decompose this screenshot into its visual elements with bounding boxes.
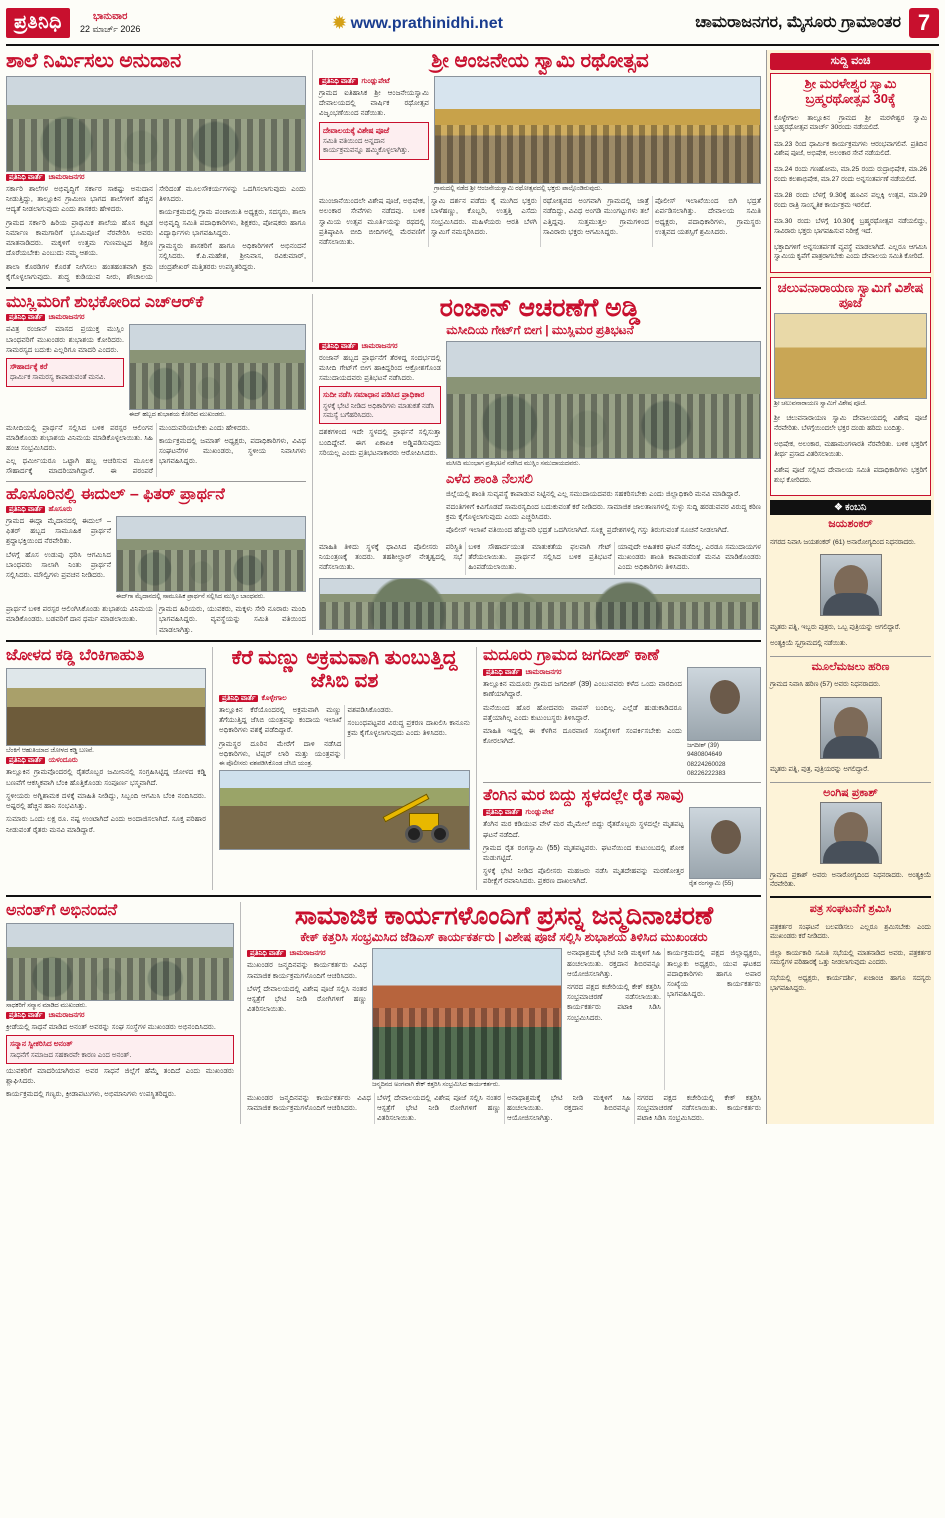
byline-birthday: ಪ್ರತಿನಿಧಿ ವಾರ್ತೆ ಚಾಮರಾಜನಗರ xyxy=(247,950,367,958)
rail-ratha xyxy=(770,73,931,273)
rail-press-title: ಪತ್ರ ಸಂಘಟನೆಗೆ ಶ್ರಮಿಸಿ xyxy=(809,903,892,916)
edition-label: ಚಾಮರಾಜನಗರ, ಮೈಸೂರು ಗ್ರಾಮಾಂತರ xyxy=(695,14,901,31)
contact-phone-3[interactable]: 08226222383 xyxy=(687,769,726,777)
photo-anant xyxy=(6,923,234,1001)
excavator-illustration xyxy=(375,799,461,843)
headline-maduru: ಮದೂರು ಗ್ರಾಮದ ಜಗದೀಶ್ ಕಾಣೆ xyxy=(483,646,660,664)
rail-chaluva-body: ಶ್ರೀ ಚಲುವನಾರಾಯಣ ಸ್ವಾಮಿ ದೇವಾಲಯದಲ್ಲಿ ವಿಶೇಷ ಪೂಜೆ ನೆರವೇರಿತು. ಬೆಳಗ್ಗೆಯಿಂದಲೇ ಭಕ್ತರ ದಂಡು ಹರಿದು ಬಂದಿತ್ತು. ಅಭಿಷೇಕ, ಅಲಂಕಾರ, ಮಹಾಮಂಗಳಾರತಿ ನೆರವೇರಿತು. ಬಳಿಕ ಭಕ್ತರಿಗೆ ತೀರ್ಥ ಪ್ರಸಾದ ವಿತರಿಸಲಾಯಿತು. ವಿಶೇಷ ಪೂಜೆ ಸಲ್ಲಿಸಿದ ದೇವಾಲಯ ಸಮಿತಿ ಪದಾಧಿಕಾರಿಗಳು ಭಕ್ತರಿಗೆ ಶುಭ ಕೋರಿದರು. xyxy=(774,415,927,484)
photo-chaluva xyxy=(774,313,927,399)
rail-chaluva-title: ಚಲುವನಾರಾಯಣ ಸ್ವಾಮಿಗೆ ವಿಶೇಷ ಪೂಜೆ xyxy=(777,279,924,310)
body-hosur: ಪ್ರಾರ್ಥನೆ ಬಳಿಕ ಪರಸ್ಪರ ಆಲಿಂಗಿಸಿಕೊಂಡು ಶುಭಾಶಯ ವಿನಿಮಯ ಮಾಡಿಕೊಂಡರು. ಬಡವರಿಗೆ ದಾನ ಧರ್ಮ ಮಾಡಲಾಯಿತು. ಗ್ರಾಮದ ಹಿರಿಯರು, ಯುವಕರು, ಮಕ್ಕಳು ಸೇರಿ ನೂರಾರು ಮಂದಿ ಭಾಗವಹಿಸಿದ್ದರು. ವ್ಯವಸ್ಥೆಯನ್ನು ಸಮಿತಿ ವತಿಯಿಂದ ಮಾಡಲಾಗಿತ್ತು. xyxy=(6,604,306,634)
rail-chaluva xyxy=(770,277,931,496)
obit-name-2: ಮೂಲೆಮಜಲು ಹರಿಣ xyxy=(811,660,890,673)
obituary-item-3 xyxy=(770,787,931,890)
obituary-item-2 xyxy=(770,661,931,775)
subhead-birthday: ಕೇಕ್ ಕತ್ತರಿಸಿ ಸಂಭ್ರಮಿಸಿದ ಜೆಡಿಎಸ್ ಕಾರ್ಯಕರ್ತರು | ವಿಶೇಷ ಪೂಜೆ ಸಲ್ಲಿಸಿ ಶುಭಾಶಯ ತಿಳಿಸಿದ ಮುಖಂಡರು xyxy=(300,930,708,945)
caption-chaluva: ಶ್ರೀ ಚಲುವನಾರಾಯಣ ಸ್ವಾಮಿಗೆ ವಿಶೇಷ ಪೂಜೆ. xyxy=(774,399,867,407)
rail-header: ಸುದ್ದಿ ವಂಚಿ xyxy=(770,53,931,70)
byline-fire: ಪ್ರತಿನಿಧಿ ವಾರ್ತೆ ಯಳಂದೂರು xyxy=(6,757,206,765)
right-rail xyxy=(766,50,934,1124)
body-school: ಸರ್ಕಾರಿ ಶಾಲೆಗಳ ಅಭಿವೃದ್ಧಿಗೆ ಸರ್ಕಾರ ಸಾಕಷ್ಟು ಅನುದಾನ ನೀಡುತ್ತಿದ್ದು, ತಾಲ್ಲೂಕಿನ ಗ್ರಾಮೀಣ ಭಾಗದ ಶಾಲೆಗಳಿಗೆ ಹೆಚ್ಚಿನ ಆದ್ಯತೆ ನೀಡಲಾಗುವುದು ಎಂದು ಶಾಸಕರು ಹೇಳಿದರು. ಗ್ರಾಮದ ಸರ್ಕಾರಿ ಹಿರಿಯ ಪ್ರಾಥಮಿಕ ಶಾಲೆಯ ಹೊಸ ಕಟ್ಟಡ ನಿರ್ಮಾಣ ಕಾಮಗಾರಿಗೆ ಭೂಮಿಪೂಜೆ ನೆರವೇರಿಸಿ ಅವರು ಮಾತನಾಡಿದರು. ಮಕ್ಕಳಿಗೆ ಉತ್ತಮ ಗುಣಮಟ್ಟದ ಶಿಕ್ಷಣ ದೊರೆಯಬೇಕು ಎಂಬುದು ನಮ್ಮ ಆಶಯ. ಶಾಲಾ ಕೊಠಡಿಗಳ ಕೊರತೆ ನೀಗಿಸಲು ಹಂತಹಂತವಾಗಿ ಕ್ರಮ ಕೈಗೊಳ್ಳಲಾಗುವುದು. ಶುದ್ಧ ಕುಡಿಯುವ ನೀರು, ಶೌಚಾಲಯ ಸೇರಿದಂತೆ ಮೂಲಸೌಕರ್ಯಗಳನ್ನು ಒದಗಿಸಲಾಗುವುದು ಎಂದು ತಿಳಿಸಿದರು. ಕಾರ್ಯಕ್ರಮದಲ್ಲಿ ಗ್ರಾಮ ಪಂಚಾಯಿತಿ ಅಧ್ಯಕ್ಷರು, ಸದಸ್ಯರು, ಶಾಲಾ ಅಭಿವೃದ್ಧಿ ಸಮಿತಿ ಪದಾಧಿಕಾರಿಗಳು, ಶಿಕ್ಷಕರು, ಪೋಷಕರು ಹಾಗೂ ವಿದ್ಯಾರ್ಥಿಗಳು ಭಾಗವಹಿಸಿದ್ದರು. ಗ್ರಾಮಸ್ಥರು ಶಾಸಕರಿಗೆ ಹಾಗೂ ಅಧಿಕಾರಿಗಳಿಗೆ ಅಭಿನಂದನೆ ಸಲ್ಲಿಸಿದರು. ಕೆ.ಪಿ.ಮಹೇಶ, ಶ್ರೀನಿವಾಸ, ರವಿಕುಮಾರ್, ಚಂದ್ರಶೇಖರ್ ಮತ್ತಿತರರು ಉಪಸ್ಥಿತರಿದ್ದರು. xyxy=(6,184,306,281)
body-muslim-lead: ಪವಿತ್ರ ರಂಜಾನ್ ಮಾಸದ ಪ್ರಯುಕ್ತ ಮುಸ್ಲಿಂ ಬಾಂಧವರಿಗೆ ಮುಖಂಡರು ಶುಭಾಶಯ ಕೋರಿದರು. ಸಾಮರಸ್ಯದ ಬದುಕು ಎಲ್ಲರಿಗೂ ಮಾದರಿ ಎಂದರು. xyxy=(6,324,124,354)
body-fire: ತಾಲ್ಲೂಕಿನ ಗ್ರಾಮವೊಂದರಲ್ಲಿ ರೈತರೊಬ್ಬರ ಜಮೀನಿನಲ್ಲಿ ಸಂಗ್ರಹಿಸಿಟ್ಟಿದ್ದ ಜೋಳದ ಕಡ್ಡಿ ಬಣವೆಗೆ ಆಕಸ್ಮಿಕವಾಗಿ ಬೆಂಕಿ ಹೊತ್ತಿಕೊಂಡು ಸಂಪೂರ್ಣ ಭಸ್ಮವಾಗಿದೆ. ಸ್ಥಳೀಯರು ಅಗ್ನಿಶಾಮಕ ದಳಕ್ಕೆ ಮಾಹಿತಿ ನೀಡಿದ್ದು, ಸಿಬ್ಬಂದಿ ಆಗಮಿಸಿ ಬೆಂಕಿ ನಂದಿಸಿದರು. ಅಷ್ಟರಲ್ಲಿ ಹೆಚ್ಚಿನ ಹಾನಿ ಸಂಭವಿಸಿತ್ತು. ಸುಮಾರು ಒಂದು ಲಕ್ಷ ರೂ. ನಷ್ಟ ಉಂಟಾಗಿದೆ ಎಂದು ಅಂದಾಜಿಸಲಾಗಿದೆ. ಸೂಕ್ತ ಪರಿಹಾರ ನೀಡುವಂತೆ ರೈತರು ಮನವಿ ಮಾಡಿದ್ದಾರೆ. xyxy=(6,767,206,834)
body-hosur-lead: ಗ್ರಾಮದ ಈದ್ಗಾ ಮೈದಾನದಲ್ಲಿ ಈದುಲ್ – ಫಿತರ್ ಹಬ್ಬದ ಸಾಮೂಹಿಕ ಪ್ರಾರ್ಥನೆ ಶ್ರದ್ಧಾಭಕ್ತಿಯಿಂದ ನೆರವೇರಿತು. ಬೆಳಗ್ಗೆ ಹೊಸ ಉಡುಪು ಧರಿಸಿ ಆಗಮಿಸಿದ ಬಾಂಧವರು ಸಾಲಾಗಿ ನಿಂತು ಪ್ರಾರ್ಥನೆ ಸಲ್ಲಿಸಿದರು. ಮೌಲ್ವಿಗಳು ಪ್ರವಚನ ನೀಡಿದರು. xyxy=(6,516,111,580)
body-ramzan-lead2: ದಶಕಗಳಿಂದ ಇದೇ ಸ್ಥಳದಲ್ಲಿ ಪ್ರಾರ್ಥನೆ ಸಲ್ಲಿಸುತ್ತಾ ಬಂದಿದ್ದೇವೆ. ಈಗ ಏಕಾಏಕಿ ಅಡ್ಡಿಪಡಿಸುವುದು ಸರಿಯಲ್ಲ ಎಂದು ಪ್ರತಿಭಟನಾಕಾರರು ಆರೋಪಿಸಿದರು. xyxy=(319,427,441,457)
photo-victim xyxy=(689,807,761,879)
issue-date xyxy=(80,11,141,35)
article-anjaneya xyxy=(312,50,761,282)
article-birthday xyxy=(240,902,761,1124)
headline-birthday: ಸಾಮಾಜಿಕ ಕಾರ್ಯಗಳೊಂದಿಗೆ ಪ್ರಸನ್ನ ಜನ್ಮದಿನಾಚರಣೆ xyxy=(294,901,714,930)
headline-fire: ಜೋಳದ ಕಡ್ಡಿ ಬೆಂಕಿಗಾಹುತಿ xyxy=(6,646,145,664)
obituary-item-1 xyxy=(770,518,931,649)
obit-body-1b: ಮೃತರು ಪತ್ನಿ, ಇಬ್ಬರು ಪುತ್ರರು, ಒಬ್ಬ ಪುತ್ರಿಯನ್ನು ಅಗಲಿದ್ದಾರೆ. ಅಂತ್ಯಕ್ರಿಯೆ ಸ್ವಗ್ರಾಮದಲ್ಲಿ ನಡೆಯಿತು. xyxy=(770,623,901,648)
contact-phone-2[interactable]: 08224260028 xyxy=(687,760,726,768)
rail-press-body: ಪತ್ರಕರ್ತರ ಸಂಘಟನೆ ಬಲಪಡಿಸಲು ಎಲ್ಲರೂ ಶ್ರಮಿಸಬೇಕು ಎಂದು ಮುಖಂಡರು ಕರೆ ನೀಡಿದರು. ಜಿಲ್ಲಾ ಕಾರ್ಯಕಾರಿ ಸಮಿತಿ ಸಭೆಯಲ್ಲಿ ಮಾತನಾಡಿದ ಅವರು, ಪತ್ರಕರ್ತರ ಸಮಸ್ಯೆಗಳ ಪರಿಹಾರಕ್ಕೆ ಒತ್ತು ನೀಡಲಾಗುವುದು ಎಂದರು. ಸಭೆಯಲ್ಲಿ ಅಧ್ಯಕ್ಷರು, ಕಾರ್ಯದರ್ಶಿ, ಖಜಾಂಚಿ ಹಾಗೂ ಸದಸ್ಯರು ಭಾಗವಹಿಸಿದ್ದರು. xyxy=(770,923,931,992)
photo-fire xyxy=(6,668,206,746)
caption-ramzan: ಮಸೀದಿ ಮುಂಭಾಗ ಪ್ರತಿಭಟನೆ ನಡೆಸಿದ ಮುಸ್ಲಿಂ ಸಮುದಾಯದವರು. xyxy=(446,459,581,467)
obit-photo-1 xyxy=(820,554,882,616)
article-fire xyxy=(6,647,206,890)
obit-photo-2 xyxy=(820,697,882,759)
caption-anant: ಸಾಧಕರಿಗೆ ಸನ್ಮಾನ ಮಾಡಿದ ಮುಖಂಡರು. xyxy=(6,1002,87,1010)
article-coconut xyxy=(483,787,761,890)
body-anjaneya: ಮುಂಜಾನೆಯಿಂದಲೇ ವಿಶೇಷ ಪೂಜೆ, ಅಭಿಷೇಕ, ಅಲಂಕಾರ ಸೇವೆಗಳು ನಡೆದವು. ಬಳಿಕ ಸ್ವಾಮಿಯ ಉತ್ಸವ ಮೂರ್ತಿಯನ್ನು ರಥದಲ್ಲಿ ಪ್ರತಿಷ್ಠಾಪಿಸಿ ಬೀದಿ ಬೀದಿಗಳಲ್ಲಿ ಮೆರವಣಿಗೆ ನಡೆಸಲಾಯಿತು. ಸ್ವಾಮಿ ದರ್ಶನ ಪಡೆದು ಕೈ ಮುಗಿದ ಭಕ್ತರು ಬಾಳೆಹಣ್ಣು, ಕೊಬ್ಬರಿ, ಉತ್ತತ್ತಿ ಎಸೆದು ಸಂಭ್ರಮಿಸಿದರು. ಮಹಿಳೆಯರು ಆರತಿ ಬೆಳಗಿ ಸ್ವಾಮಿಗೆ ನಮಸ್ಕರಿಸಿದರು. ರಥೋತ್ಸವದ ಅಂಗವಾಗಿ ಗ್ರಾಮದಲ್ಲಿ ಜಾತ್ರೆ ನಡೆದಿದ್ದು, ವಿವಿಧ ಅಂಗಡಿ ಮುಂಗಟ್ಟುಗಳು ತಲೆ ಎತ್ತಿದ್ದವು. ಸುತ್ತಮುತ್ತಲ ಗ್ರಾಮಗಳಿಂದ ಸಾವಿರಾರು ಭಕ್ತರು ಆಗಮಿಸಿದ್ದರು. ಪೊಲೀಸ್ ಇಲಾಖೆಯಿಂದ ಬಿಗಿ ಭದ್ರತೆ ಏರ್ಪಡಿಸಲಾಗಿತ್ತು. ದೇವಾಲಯ ಸಮಿತಿ ಅಧ್ಯಕ್ಷರು, ಪದಾಧಿಕಾರಿಗಳು, ಗ್ರಾಮಸ್ಥರು ಉತ್ಸವದ ಯಶಸ್ಸಿಗೆ ಶ್ರಮಿಸಿದರು. xyxy=(319,196,761,247)
headline-ramzan: ರಂಜಾನ್ ಆಚರಣೆಗೆ ಅಡ್ಡಿ xyxy=(439,293,641,322)
photo-school xyxy=(6,76,306,172)
caption-jcb: ಈ ಪೊಲೀಸರು ವಶಪಡಿಸಿಕೊಂಡ ಜೆಸಿಬಿ ಯಂತ್ರ. xyxy=(219,759,313,767)
article-peace xyxy=(446,472,761,536)
photo-jcb xyxy=(219,770,470,850)
body-muslim-greet: ಮಸೀದಿಯಲ್ಲಿ ಪ್ರಾರ್ಥನೆ ಸಲ್ಲಿಸಿದ ಬಳಿಕ ಪರಸ್ಪರ ಆಲಿಂಗನ ಮಾಡಿಕೊಂಡು ಶುಭಾಶಯ ವಿನಿಮಯ ಮಾಡಿಕೊಳ್ಳಲಾಯಿತು. ಸಿಹಿ ಹಂಚಿ ಸಂಭ್ರಮಿಸಿದರು. ಎಲ್ಲ ಧರ್ಮೀಯರೂ ಒಟ್ಟಾಗಿ ಹಬ್ಬ ಆಚರಿಸುವ ಮೂಲಕ ಸೌಹಾರ್ದಕ್ಕೆ ಮಾದರಿಯಾಗಿದ್ದಾರೆ. ಈ ಪರಂಪರೆ ಮುಂದುವರಿಯಬೇಕು ಎಂದು ಹೇಳಿದರು. ಕಾರ್ಯಕ್ರಮದಲ್ಲಿ ಜಮಾತ್ ಅಧ್ಯಕ್ಷರು, ಪದಾಧಿಕಾರಿಗಳು, ವಿವಿಧ ಸಂಘಟನೆಗಳ ಮುಖಂಡರು, ಸ್ಥಳೀಯ ನಿವಾಸಿಗಳು ಭಾಗವಹಿಸಿದ್ದರು. xyxy=(6,422,306,476)
dove-icon: ❖ xyxy=(834,501,843,513)
photo-birthday xyxy=(372,948,562,1080)
body-jcb: ತಾಲ್ಲೂಕಿನ ಕೆರೆಯೊಂದರಲ್ಲಿ ಅಕ್ರಮವಾಗಿ ಮಣ್ಣು ತೆಗೆಯುತ್ತಿದ್ದ ಜೆಸಿಬಿ ಯಂತ್ರವನ್ನು ಕಂದಾಯ ಇಲಾಖೆ ಅಧಿಕಾರಿಗಳು ವಶಕ್ಕೆ ಪಡೆದಿದ್ದಾರೆ. ಗ್ರಾಮಸ್ಥರ ದೂರಿನ ಮೇರೆಗೆ ದಾಳಿ ನಡೆಸಿದ ಅಧಿಕಾರಿಗಳು, ಟಿಪ್ಪರ್ ಲಾರಿ ಮತ್ತು ಯಂತ್ರವನ್ನು ವಶಪಡಿಸಿಕೊಂಡರು. ಸಂಬಂಧಪಟ್ಟವರ ವಿರುದ್ಧ ಪ್ರಕರಣ ದಾಖಲಿಸಿ ಕಾನೂನು ಕ್ರಮ ಕೈಗೊಳ್ಳಲಾಗುವುದು ಎಂದು ತಿಳಿಸಿದರು. xyxy=(219,704,470,758)
body-anant: ಕ್ರೀಡೆಯಲ್ಲಿ ಸಾಧನೆ ಮಾಡಿದ ಅನಂತ್ ಅವರನ್ನು ಸಂಘ ಸಂಸ್ಥೆಗಳ ಮುಖಂಡರು ಅಭಿನಂದಿಸಿದರು. xyxy=(6,1022,216,1032)
website-text: www.prathinidhi.net xyxy=(350,15,503,32)
body-anjaneya-lead: ಗ್ರಾಮದ ಐತಿಹಾಸಿಕ ಶ್ರೀ ಆಂಜನೇಯಸ್ವಾಮಿ ದೇವಾಲಯದಲ್ಲಿ ವಾರ್ಷಿಕ ರಥೋತ್ಸವ ವಿಜೃಂಭಣೆಯಿಂದ ನಡೆಯಿತು. xyxy=(319,88,429,118)
photo-missing-person xyxy=(687,667,761,741)
obit-body-2a: ಗ್ರಾಮದ ನಿವಾಸಿ ಹರಿಣ (57) ಅವರು ನಿಧನರಾದರು. xyxy=(770,681,881,689)
byline-hosur: ಪ್ರತಿನಿಧಿ ವಾರ್ತೆ ಹೊಸೂರು xyxy=(6,506,306,514)
publication-logo: ಪ್ರತಿನಿಧಿ xyxy=(6,8,70,38)
headline-jcb: ಕೆರೆ ಮಣ್ಣು ಅಕ್ರಮವಾಗಿ ತುಂಬುತ್ತಿದ್ದ ಜೆಸಿಬಿ ವಶ xyxy=(231,646,458,692)
note-anant: ಸನ್ಮಾನ ಸ್ವೀಕರಿಸಿದ ಅನಂತ್ ಸಾಧನೆಗೆ ಸಮಾಜದ ಸಹಕಾರವೇ ಕಾರಣ ಎಂದ ಅನಂತ್. xyxy=(6,1035,234,1064)
byline-anant: ಪ್ರತಿನಿಧಿ ವಾರ್ತೆ ಚಾಮರಾಜನಗರ xyxy=(6,1012,234,1020)
byline-anjaneya: ಪ್ರತಿನಿಧಿ ವಾರ್ತೆ ಗುಂಡ್ಲುಪೇಟೆ xyxy=(319,78,429,86)
victim-name: ರೈತ ರಂಗಸ್ವಾಮಿ (55) xyxy=(689,880,734,888)
caption-birthday: ಜನ್ಮದಿನದ ಅಂಗವಾಗಿ ಕೇಕ್ ಕತ್ತರಿಸಿ ಸಂಭ್ರಮಿಸಿದ ಕಾರ್ಯಕರ್ತರು. xyxy=(372,1081,500,1089)
photo-anjaneya xyxy=(434,76,761,184)
obit-name-1: ಜಯಶಂಕರ್ xyxy=(828,517,873,530)
article-muslim-greet xyxy=(6,294,306,477)
obit-body-2b: ಮೃತರು ಪತ್ನಿ, ಪುತ್ರ, ಪುತ್ರಿಯರನ್ನು ಅಗಲಿದ್ದಾರೆ. xyxy=(770,766,870,774)
body-peace: ಜಿಲ್ಲೆಯಲ್ಲಿ ಶಾಂತಿ ಸುವ್ಯವಸ್ಥೆ ಕಾಪಾಡುವ ನಿಟ್ಟಿನಲ್ಲಿ ಎಲ್ಲ ಸಮುದಾಯದವರು ಸಹಕರಿಸಬೇಕು ಎಂದು ಜಿಲ್ಲಾಧಿಕಾರಿ ಮನವಿ ಮಾಡಿದ್ದಾರೆ. ವದಂತಿಗಳಿಗೆ ಕಿವಿಗೊಡದೆ ಸಾಮರಸ್ಯದಿಂದ ಬದುಕುವಂತೆ ಕರೆ ನೀಡಿದರು. ಸಾಮಾಜಿಕ ಜಾಲತಾಣಗಳಲ್ಲಿ ಸುಳ್ಳು ಸುದ್ದಿ ಹರಡುವವರ ವಿರುದ್ಧ ಕಠಿಣ ಕ್ರಮ ಕೈಗೊಳ್ಳಲಾಗುವುದು ಎಂದು ಎಚ್ಚರಿಸಿದರು. ಪೊಲೀಸ್ ಇಲಾಖೆ ವತಿಯಿಂದ ಹೆಚ್ಚುವರಿ ಭದ್ರತೆ ಒದಗಿಸಲಾಗಿದೆ. ಸೂಕ್ಷ್ಮ ಪ್ರದೇಶಗಳಲ್ಲಿ ಗಸ್ತು ತಿರುಗುವಂತೆ ಸೂಚನೆ ನೀಡಲಾಗಿದೆ. xyxy=(446,488,761,535)
rail-ratha-title: ಶ್ರೀ ಮರಳೇಶ್ವರ ಸ್ವಾಮಿ ಬ್ರಹ್ಮರಥೋತ್ಸವ 30ಕ್ಕೆ xyxy=(804,76,897,106)
headline-muslim-greet: ಮುಸ್ಲಿಮರಿಗೆ ಶುಭಕೋರಿದ ಎಚ್‌ಆರ್‌ಕೆ xyxy=(6,293,204,311)
page-number: 7 xyxy=(909,8,939,38)
missing-person-name: ಜಗದೀಶ್ (39) xyxy=(687,742,719,750)
photo-ramzan xyxy=(446,341,761,459)
article-maduru xyxy=(483,647,761,778)
body-birthday: ಅನಾಥಾಶ್ರಮಕ್ಕೆ ಭೇಟಿ ನೀಡಿ ಮಕ್ಕಳಿಗೆ ಸಿಹಿ ಹಂಚಲಾಯಿತು. ರಕ್ತದಾನ ಶಿಬಿರವನ್ನೂ ಆಯೋಜಿಸಲಾಗಿತ್ತು. ನಗರದ ಪಕ್ಷದ ಕಚೇರಿಯಲ್ಲಿ ಕೇಕ್ ಕತ್ತರಿಸಿ ಸಂಭ್ರಮಾಚರಣೆ ನಡೆಸಲಾಯಿತು. ಕಾರ್ಯಕರ್ತರು ಪಟಾಕಿ ಸಿಡಿಸಿ ಸಂಭ್ರಮಿಸಿದರು. ಕಾರ್ಯಕ್ರಮದಲ್ಲಿ ಪಕ್ಷದ ಜಿಲ್ಲಾಧ್ಯಕ್ಷರು, ತಾಲ್ಲೂಕು ಅಧ್ಯಕ್ಷರು, ಯುವ ಘಟಕದ ಪದಾಧಿಕಾರಿಗಳು ಹಾಗೂ ಅಪಾರ ಸಂಖ್ಯೆಯ ಕಾರ್ಯಕರ್ತರು ಭಾಗವಹಿಸಿದ್ದರು. xyxy=(567,948,761,1022)
article-school xyxy=(6,50,306,282)
obit-photo-3 xyxy=(820,802,882,864)
masthead xyxy=(6,4,939,46)
caption-fire: ಬೆಂಕಿಗೆ ಆಹುತಿಯಾದ ಜೋಳದ ಕಡ್ಡಿ ಬಣವೆ. xyxy=(6,747,94,755)
caption-hosur: ಈದ್‌ಗಾ ಮೈದಾನದಲ್ಲಿ ಸಾಮೂಹಿಕ ಪ್ರಾರ್ಥನೆ ಸಲ್ಲಿಸಿದ ಮುಸ್ಲಿಂ ಬಾಂಧವರು. xyxy=(116,593,265,601)
note-ramzan: ಸುದೀ ನಡೆಸಿ ಸಮಾಧಾನ ಪಡಿಸಿದ ಪ್ರಾಧಿಕಾರ ಸ್ಥಳಕ್ಕೆ ಭೇಟಿ ನೀಡಿದ ಅಧಿಕಾರಿಗಳು ಮಾತುಕತೆ ನಡೆಸಿ ಸಮಸ್ಯೆ ಬಗೆಹರಿಸಿದರು. xyxy=(319,386,441,424)
page-body xyxy=(6,50,939,1124)
column-left-mid xyxy=(6,294,306,635)
headline-anjaneya: ಶ್ರೀ ಆಂಜನೇಯ ಸ್ವಾಮಿ ರಥೋತ್ಸವ xyxy=(431,50,649,72)
note-muslim: ಸೌಹಾರ್ದಕ್ಕೆ ಕರೆ ಧಾರ್ಮಿಕ ಸಾಮರಸ್ಯ ಕಾಪಾಡುವಂತೆ ಮನವಿ. xyxy=(6,358,124,387)
note-anjaneya: ದೇವಾಲಯಕ್ಕೆ ವಿಶೇಷ ಪೂಜೆ ಸಮಿತಿ ವತಿಯಿಂದ ಅನ್ನದಾನ ಕಾರ್ಯಕ್ರಮವನ್ನೂ ಹಮ್ಮಿಕೊಳ್ಳಲಾಗಿತ್ತು. xyxy=(319,122,429,160)
date-label: 22 ಮಾರ್ಚ್ 2026 xyxy=(79,23,141,34)
body-birthday-lead: ಮುಖಂಡರ ಜನ್ಮದಿನವನ್ನು ಕಾರ್ಯಕರ್ತರು ವಿವಿಧ ಸಾಮಾಜಿಕ ಕಾರ್ಯಕ್ರಮಗಳೊಂದಿಗೆ ಆಚರಿಸಿದರು. ಬೆಳಗ್ಗೆ ದೇವಾಲಯದಲ್ಲಿ ವಿಶೇಷ ಪೂಜೆ ಸಲ್ಲಿಸಿ ನಂತರ ಆಸ್ಪತ್ರೆಗೆ ಭೇಟಿ ನೀಡಿ ರೋಗಿಗಳಿಗೆ ಹಣ್ಣು ವಿತರಿಸಲಾಯಿತು. xyxy=(247,960,367,1014)
star-icon: ✹ xyxy=(332,15,347,32)
body-coconut: ತೆಂಗಿನ ಮರ ಕಡಿಯುವ ವೇಳೆ ಮರ ಮೈಮೇಲೆ ಬಿದ್ದು ರೈತರೊಬ್ಬರು ಸ್ಥಳದಲ್ಲೇ ಮೃತಪಟ್ಟ ಘಟನೆ ನಡೆದಿದೆ. ಗ್ರಾಮದ ರೈತ ರಂಗಸ್ವಾಮಿ (55) ಮೃತಪಟ್ಟವರು. ಘಟನೆಯಿಂದ ಕುಟುಂಬದಲ್ಲಿ ಶೋಕ ಮಡುಗಟ್ಟಿದೆ. ಸ್ಥಳಕ್ಕೆ ಭೇಟಿ ನೀಡಿದ ಪೊಲೀಸರು ಮಹಜರು ನಡೆಸಿ ಮೃತದೇಹವನ್ನು ಮರಣೋತ್ತರ ಪರೀಕ್ಷೆಗೆ ರವಾನಿಸಿದರು. ಪ್ರಕರಣ ದಾಖಲಾಗಿದೆ. xyxy=(483,819,684,886)
body-birthday-cont: ಮುಖಂಡರ ಜನ್ಮದಿನವನ್ನು ಕಾರ್ಯಕರ್ತರು ವಿವಿಧ ಸಾಮಾಜಿಕ ಕಾರ್ಯಕ್ರಮಗಳೊಂದಿಗೆ ಆಚರಿಸಿದರು. ಬೆಳಗ್ಗೆ ದೇವಾಲಯದಲ್ಲಿ ವಿಶೇಷ ಪೂಜೆ ಸಲ್ಲಿಸಿ ನಂತರ ಆಸ್ಪತ್ರೆಗೆ ಭೇಟಿ ನೀಡಿ ರೋಗಿಗಳಿಗೆ ಹಣ್ಣು ವಿತರಿಸಲಾಯಿತು. ಅನಾಥಾಶ್ರಮಕ್ಕೆ ಭೇಟಿ ನೀಡಿ ಮಕ್ಕಳಿಗೆ ಸಿಹಿ ಹಂಚಲಾಯಿತು. ರಕ್ತದಾನ ಶಿಬಿರವನ್ನೂ ಆಯೋಜಿಸಲಾಗಿತ್ತು. ನಗರದ ಪಕ್ಷದ ಕಚೇರಿಯಲ್ಲಿ ಕೇಕ್ ಕತ್ತರಿಸಿ ಸಂಭ್ರಮಾಚರಣೆ ನಡೆಸಲಾಯಿತು. ಕಾರ್ಯಕರ್ತರು ಪಟಾಕಿ ಸಿಡಿಸಿ ಸಂಭ್ರಮಿಸಿದರು. xyxy=(247,1092,761,1122)
obituary-header-label: ಕಂಬನಿ xyxy=(845,501,867,513)
body-ramzan: ಮಾಹಿತಿ ತಿಳಿದು ಸ್ಥಳಕ್ಕೆ ಧಾವಿಸಿದ ಪೊಲೀಸರು ಪರಿಸ್ಥಿತಿ ನಿಯಂತ್ರಣಕ್ಕೆ ತಂದರು. ತಹಶೀಲ್ದಾರ್ ನೇತೃತ್ವದಲ್ಲಿ ಸಭೆ ನಡೆಸಲಾಯಿತು. ಬಳಿಕ ಸೌಹಾರ್ದಯುತ ಮಾತುಕತೆಯ ಫಲವಾಗಿ ಗೇಟ್ ತೆರೆಯಲಾಯಿತು. ಪ್ರಾರ್ಥನೆ ಸಲ್ಲಿಸಿದ ಬಳಿಕ ಪ್ರತಿಭಟನೆ ಹಿಂಪಡೆಯಲಾಯಿತು. ಯಾವುದೇ ಅಹಿತಕರ ಘಟನೆ ನಡೆದಿಲ್ಲ. ಎರಡೂ ಸಮುದಾಯಗಳ ಮುಖಂಡರು ಶಾಂತಿ ಕಾಪಾಡುವಂತೆ ಮನವಿ ಮಾಡಿಕೊಂಡರು ಎಂದು ಅಧಿಕಾರಿಗಳು ತಿಳಿಸಿದರು. xyxy=(319,541,761,572)
byline-ramzan: ಪ್ರತಿನಿಧಿ ವಾರ್ತೆ ಚಾಮರಾಜನಗರ xyxy=(319,343,441,351)
headline-anant: ಅನಂತ್‌ಗೆ ಅಭಿನಂದನೆ xyxy=(6,901,118,919)
obit-name-3: ಅಂಗಿಷ ಪ್ರಕಾಶ್ xyxy=(823,786,878,799)
website-url[interactable] xyxy=(140,13,695,33)
obituary-header xyxy=(770,500,931,515)
byline-jcb: ಪ್ರತಿನಿಧಿ ವಾರ್ತೆ ಕೊಳ್ಳೇಗಾಲ xyxy=(219,695,470,703)
subhead-ramzan: ಮಸೀದಿಯ ಗೇಟ್‌ಗೆ ಬೀಗ | ಮುಸ್ಲಿಮರ ಪ್ರತಿಭಟನೆ xyxy=(446,322,634,337)
body-ramzan-lead: ರಂಜಾನ್ ಹಬ್ಬದ ಪ್ರಾರ್ಥನೆಗೆ ತೆರಳಿದ್ದ ಸಂದರ್ಭದಲ್ಲಿ ಮಸೀದಿ ಗೇಟ್‌ಗೆ ಬೀಗ ಹಾಕಿದ್ದರಿಂದ ಆಕ್ರೋಶಗೊಂಡ ಸಮುದಾಯದವರು ಪ್ರತಿಭಟನೆ ನಡೆಸಿದರು. xyxy=(319,352,441,383)
byline-coconut: ಪ್ರತಿನಿಧಿ ವಾರ್ತೆ ಗುಂಡ್ಲುಪೇಟೆ xyxy=(483,809,684,817)
column-missing-death xyxy=(476,647,761,890)
rail-ratha-body: ಕೊಳ್ಳೇಗಾಲ ತಾಲ್ಲೂಕಿನ ಗ್ರಾಮದ ಶ್ರೀ ಮರಳೇಶ್ವರ ಸ್ವಾಮಿ ಬ್ರಹ್ಮರಥೋತ್ಸವ ಮಾರ್ಚ್ 30ರಂದು ನಡೆಯಲಿದೆ. ಮಾ.23 ರಿಂದ ಧಾರ್ಮಿಕ ಕಾರ್ಯಕ್ರಮಗಳು ಆರಂಭವಾಗಲಿವೆ. ಪ್ರತಿದಿನ ವಿಶೇಷ ಪೂಜೆ, ಅಭಿಷೇಕ, ಅಲಂಕಾರ ಸೇವೆ ನಡೆಯಲಿದೆ. ಮಾ.24 ರಂದು ಗಣಹೋಮ, ಮಾ.25 ರಂದು ರುದ್ರಾಭಿಷೇಕ, ಮಾ.26 ರಂದು ಕಲಶಾಭಿಷೇಕ, ಮಾ.27 ರಂದು ಅನ್ನಸಂತರ್ಪಣೆ ನಡೆಯಲಿದೆ. ಮಾ.28 ರಂದು ಬೆಳಗ್ಗೆ 9.30ಕ್ಕೆ ಹೂವಿನ ಪಲ್ಲಕ್ಕಿ ಉತ್ಸವ, ಮಾ.29 ರಂದು ರಾತ್ರಿ ಸಾಂಸ್ಕೃತಿಕ ಕಾರ್ಯಕ್ರಮ ಇರಲಿದೆ. ಮಾ.30 ರಂದು ಬೆಳಗ್ಗೆ 10.30ಕ್ಕೆ ಬ್ರಹ್ಮರಥೋತ್ಸವ ನಡೆಯಲಿದ್ದು, ಸಾವಿರಾರು ಭಕ್ತರು ಭಾಗವಹಿಸುವ ನಿರೀಕ್ಷೆ ಇದೆ. ಭಕ್ತಾದಿಗಳಿಗೆ ಅನ್ನಸಂತರ್ಪಣೆ ವ್ಯವಸ್ಥೆ ಮಾಡಲಾಗಿದೆ. ಎಲ್ಲರೂ ಆಗಮಿಸಿ ಸ್ವಾಮಿಯ ಕೃಪೆಗೆ ಪಾತ್ರರಾಗಬೇಕು ಎಂದು ದೇವಾಲಯ ಸಮಿತಿ ಕೋರಿದೆ. xyxy=(774,114,927,261)
main-content xyxy=(6,50,761,1124)
obit-body-1a: ನಗರದ ನಿವಾಸಿ ಜಯಶಂಕರ್ (61) ಅನಾರೋಗ್ಯದಿಂದ ನಿಧನರಾದರು. xyxy=(770,538,916,546)
headline-coconut: ತೆಂಗಿನ ಮರ ಬಿದ್ದು ಸ್ಥಳದಲ್ಲೇ ರೈತ ಸಾವು xyxy=(483,786,684,804)
body-maduru: ತಾಲ್ಲೂಕಿನ ಮದೂರು ಗ್ರಾಮದ ಜಗದೀಶ್ (39) ಎಂಬುವವರು ಕಳೆದ ಒಂದು ವಾರದಿಂದ ಕಾಣೆಯಾಗಿದ್ದಾರೆ. ಮನೆಯಿಂದ ಹೊರ ಹೋದವರು ವಾಪಸ್ ಬಂದಿಲ್ಲ. ಎಲ್ಲೆಡೆ ಹುಡುಕಾಡಿದರೂ ಪತ್ತೆಯಾಗಿಲ್ಲ ಎಂದು ಕುಟುಂಬಸ್ಥರು ತಿಳಿಸಿದ್ದಾರೆ. ಮಾಹಿತಿ ಇದ್ದಲ್ಲಿ ಈ ಕೆಳಗಿನ ದೂರವಾಣಿ ಸಂಖ್ಯೆಗಳಿಗೆ ಸಂಪರ್ಕಿಸಬೇಕು ಎಂದು ಕೋರಲಾಗಿದೆ. xyxy=(483,679,682,746)
rail-press xyxy=(770,903,931,993)
day-label: ಭಾನುವಾರ xyxy=(93,11,128,23)
byline-maduru: ಪ್ರತಿನಿಧಿ ವಾರ್ತೆ ಚಾಮರಾಜನಗರ xyxy=(483,669,682,677)
caption-anjaneya: ಗ್ರಾಮದಲ್ಲಿ ನಡೆದ ಶ್ರೀ ಆಂಜನೇಯಸ್ವಾಮಿ ರಥೋತ್ಸವದಲ್ಲಿ ಭಕ್ತರು ಪಾಲ್ಗೊಂಡಿರುವುದು. xyxy=(434,185,603,192)
article-hosur xyxy=(6,486,306,635)
contact-phone-1[interactable]: 9480804649 xyxy=(687,751,723,759)
photo-muslim-greet xyxy=(129,324,306,410)
headline-school: ಶಾಲೆ ನಿರ್ಮಿಸಲು ಅನುದಾನ xyxy=(6,50,182,72)
byline-school: ಪ್ರತಿನಿಧಿ ವಾರ್ತೆ ಚಾಮರಾಜನಗರ xyxy=(6,174,306,182)
obit-body-3: ಗ್ರಾಮದ ಪ್ರಕಾಶ್ ಅವರು ಅನಾರೋಗ್ಯದಿಂದ ನಿಧನರಾದರು. ಅಂತ್ಯಕ್ರಿಯೆ ನೆರವೇರಿತು. xyxy=(770,871,931,889)
article-ramzan xyxy=(312,294,761,635)
photo-hosur xyxy=(116,516,306,592)
article-anant xyxy=(6,902,234,1124)
photo-ramzan-2 xyxy=(319,578,761,630)
article-jcb xyxy=(212,647,470,890)
caption-muslim-greet: ಈದ್ ಹಬ್ಬದ ಶುಭಾಶಯ ಕೋರಿದ ಮುಖಂಡರು. xyxy=(129,411,226,419)
body-anant-2: ಯುವಕರಿಗೆ ಮಾದರಿಯಾಗಿರುವ ಅವರ ಸಾಧನೆ ಜಿಲ್ಲೆಗೆ ಹೆಮ್ಮೆ ತಂದಿದೆ ಎಂದು ಮುಖಂಡರು ಶ್ಲಾಘಿಸಿದರು. ಕಾರ್ಯಕ್ರಮದಲ್ಲಿ ಗಣ್ಯರು, ಕ್ರೀಡಾಪಟುಗಳು, ಅಭಿಮಾನಿಗಳು ಉಪಸ್ಥಿತರಿದ್ದರು. xyxy=(6,1065,234,1099)
headline-peace: ಎಳೆದ ಶಾಂತಿ ನೆಲಸಲಿ xyxy=(446,470,533,486)
headline-hosur: ಹೊಸೂರಿನಲ್ಲಿ ಈದುಲ್ – ಫಿತರ್ ಪ್ರಾರ್ಥನೆ xyxy=(6,485,225,503)
byline-muslim-greet: ಪ್ರತಿನಿಧಿ ವಾರ್ತೆ ಚಾಮರಾಜನಗರ xyxy=(6,314,306,322)
